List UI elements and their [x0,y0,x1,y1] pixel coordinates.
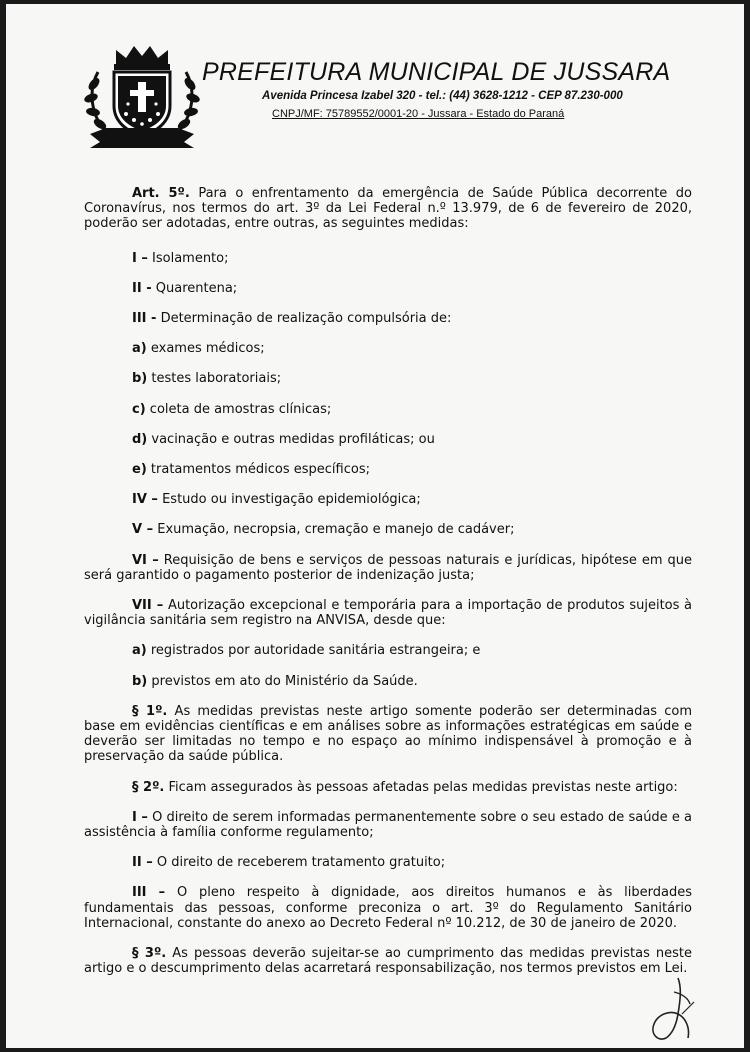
letterhead-cnpj: CNPJ/MF: 75789552/0001-20 - Jussara - Estado do Paraná [272,108,565,120]
letterhead-address: Avenida Princesa Izabel 320 - tel.: (44) 3628-1212 - CEP 87.230-000 [262,90,623,102]
document-body [84,181,692,977]
item-p2iii-text: O pleno respeito à dignidade, aos direitos humanos e às liberdades fundamentais das pessoas, conforme preconiza o art. 3º do Regulamento Sanitário Internacional, constante do anexo ao Decreto Federal nº 10.212, de 30 de janeiro de 2020. [84,885,692,931]
paragraph-art5 [84,186,692,232]
item-ii [84,281,692,296]
item-i-text: Isolamento; [152,250,229,266]
item-b2-text: previstos em ato do Ministério da Saúde. [151,673,418,689]
item-p2i-label: I – [132,809,148,825]
item-vi-text: Requisição de bens e serviços de pessoas naturais e jurídicas, hipótese em que será garantido o pagamento posterior de indenização justa; [84,552,692,583]
art5-label: Art. 5º. [132,186,190,201]
item-v-label: V – [132,522,154,538]
item-e1 [84,462,692,477]
item-p2ii [84,855,692,870]
item-a2-text: registrados por autoridade sanitária estrangeira; e [150,643,481,659]
item-iv-text: Estudo ou investigação epidemiológica; [162,492,421,508]
item-vii-text: Autorização excepcional e temporária para a importação de produtos sujeitos à vigilância sanitária sem registro na ANVISA, desde que: [84,598,693,629]
item-b1-label: b) [132,371,148,387]
item-d1-label: d) [132,431,148,447]
item-a2-label: a) [132,643,147,659]
paragraph-par2 [84,780,692,795]
item-a1 [84,341,692,356]
item-iv-label: IV – [132,492,158,508]
par2-label: § 2º. [132,779,165,795]
letterhead [6,4,744,154]
par1-text: As medidas previstas neste artigo somente poderão ser determinadas com base em evidências científicas e em análises sobre as informações estratégicas em saúde e deverão ser limitadas no tempo e no espaço ao mínimo indispensável à promoção e à preservação da saúde pública. [84,703,693,765]
item-p2iii [84,885,692,931]
item-iii-text: Determinação de realização compulsória de: [160,311,452,327]
item-a1-label: a) [132,341,147,357]
item-e1-text: tratamentos médicos específicos; [150,462,370,478]
item-v [84,522,692,537]
art5-text: Para o enfrentamento da emergência de Saúde Pública decorrente do Coronavírus, nos termos do art. 3º da Lei Federal n.º 13.979, de 6 de fevereiro de 2020, poderão ser adotadas, entre outras, as seguintes medidas: [84,186,692,232]
paragraph-par1 [84,704,692,765]
municipal-crest-icon [84,42,200,150]
item-c1 [84,402,692,417]
item-iv [84,492,692,507]
item-ii-label: II - [132,280,152,296]
par1-label: § 1º. [132,703,168,719]
signature-icon [638,974,708,1044]
item-c1-label: c) [132,401,146,417]
item-a1-text: exames médicos; [150,341,265,357]
item-vi-label: VI – [132,552,159,568]
item-p2i-text: O direito de serem informadas permanentemente sobre o seu estado de saúde e a assistência à família conforme regulamento; [84,809,692,841]
item-ii-text: Quarentena; [155,280,238,296]
item-b1 [84,371,692,386]
item-iii-label: III - [132,311,157,327]
item-i [84,251,692,266]
document-page [6,4,744,1048]
item-b2-label: b) [132,673,148,689]
item-vii [84,598,692,628]
item-i-label: I – [132,250,148,266]
item-v-text: Exumação, necropsia, cremação e manejo de cadáver; [157,522,515,538]
item-p2iii-label: III – [132,885,166,901]
item-c1-text: coleta de amostras clínicas; [149,401,332,417]
item-b1-text: testes laboratoriais; [151,371,282,387]
par3-label: § 3º. [132,946,167,962]
item-b2 [84,674,692,689]
item-vii-label: VII – [132,598,164,614]
item-p2i [84,810,692,840]
item-e1-label: e) [132,462,147,478]
item-p2ii-label: II – [132,855,153,871]
letterhead-title: PREFEITURA MUNICIPAL DE JUSSARA [202,58,671,86]
par3-text: As pessoas deverão sujeitar-se ao cumprimento das medidas previstas neste artigo e o descumprimento delas acarretará responsabilização, nos termos previstos em Lei. [84,946,693,977]
item-p2ii-text: O direito de receberem tratamento gratuito; [156,855,446,871]
item-iii [84,311,692,326]
paragraph-par3 [84,946,692,976]
item-a2 [84,643,692,658]
par2-text: Ficam assegurados às pessoas afetadas pelas medidas previstas neste artigo: [168,779,678,795]
item-d1 [84,432,692,447]
item-vi [84,553,692,583]
item-d1-text: vacinação e outras medidas profiláticas; ou [151,431,435,447]
